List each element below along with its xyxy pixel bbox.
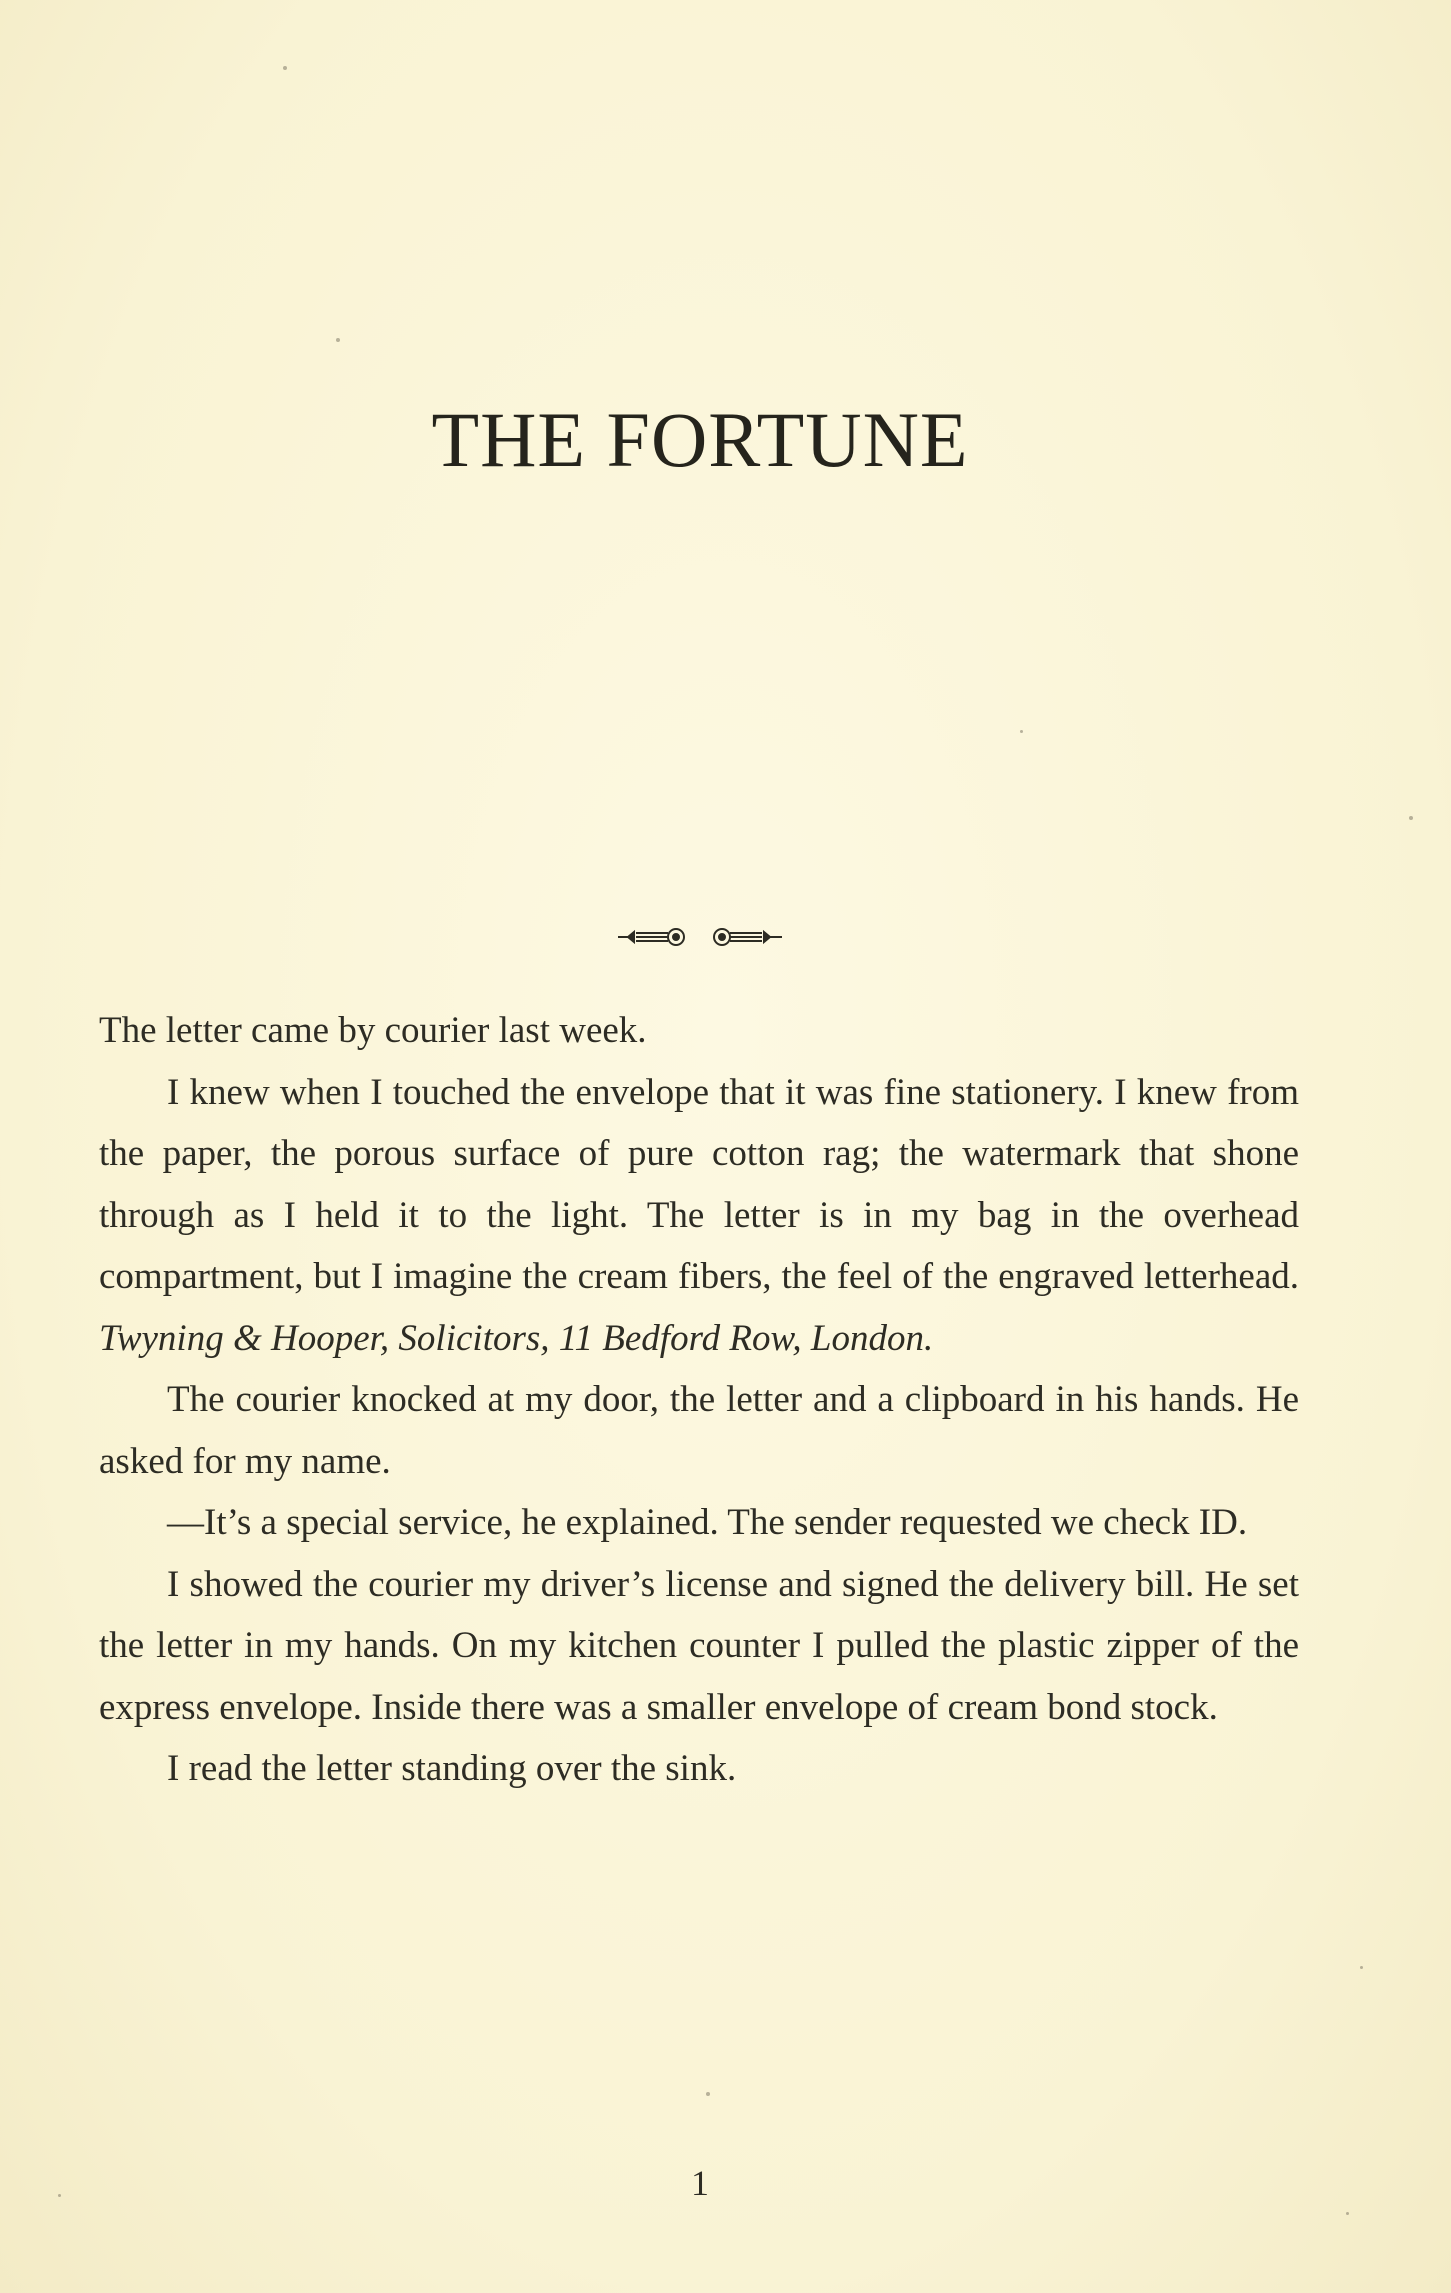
paragraph-text: I knew when I touched the envelope that it was fine stationery. I knew from the paper, the porous surface of pure cotton rag; the watermark that shone through as I held it to the light. The letter is in my bag in the overhead compartment, but I imagine the cream fibers, the feel of the engraved letterhead. <box>99 1071 1299 1297</box>
paragraph: —It’s a special service, he explained. The sender requested we check ID. <box>167 1502 1248 1543</box>
paper-speck <box>1346 2212 1349 2215</box>
paper-speck <box>1020 730 1023 733</box>
paragraph: I read the letter standing over the sink. <box>167 1748 737 1789</box>
paragraph <box>99 1062 1299 1370</box>
paper-speck <box>1409 816 1413 820</box>
paragraph: The courier knocked at my door, the letter and a clipboard in his hands. He asked for my name. <box>99 1379 1299 1482</box>
chapter-title: THE FORTUNE <box>431 396 969 483</box>
paper-speck <box>1360 1966 1363 1969</box>
paragraph: The letter came by courier last week. <box>99 1010 647 1051</box>
body-text <box>99 1000 1299 1800</box>
letterhead-address: Twyning & Hooper, Solicitors, 11 Bedford Row, London. <box>99 1317 934 1359</box>
paragraph: I showed the courier my driver’s license and signed the delivery bill. He set the letter in my hands. On my kitchen counter I pulled the plastic zipper of the express envelope. Inside there was a smaller envelope of cream bond stock. <box>99 1563 1299 1728</box>
fleuron-divider-icon <box>610 920 790 954</box>
paper-speck <box>283 66 287 70</box>
paper-speck <box>336 338 340 342</box>
paper-speck <box>706 2092 710 2096</box>
page-number: 1 <box>691 2163 709 2203</box>
